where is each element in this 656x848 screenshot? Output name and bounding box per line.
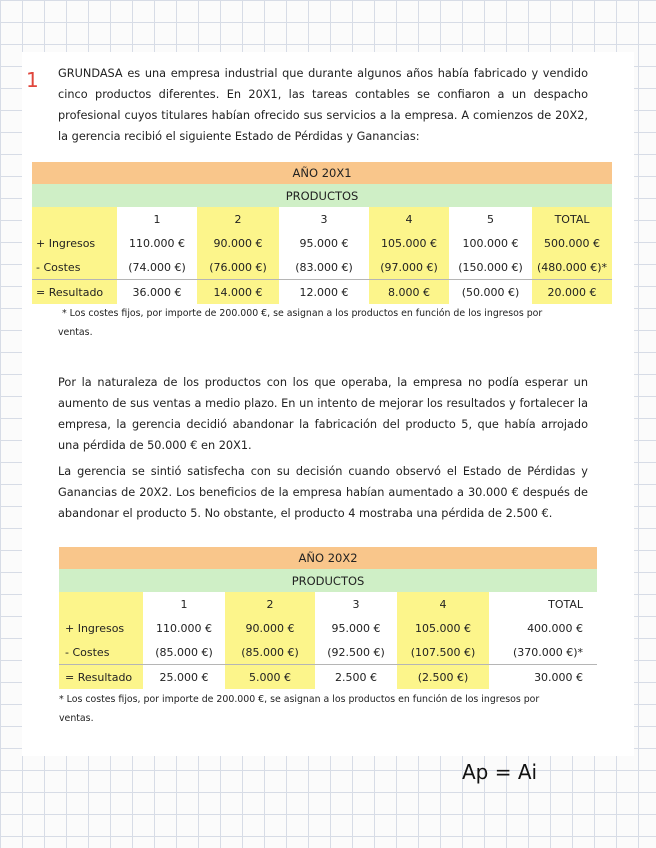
- table2-cell: 5.000 €: [225, 665, 315, 690]
- table2-cell: (85.000 €): [225, 640, 315, 665]
- table1-cell: (83.000 €): [295, 260, 353, 274]
- table1-corner: [32, 207, 117, 231]
- paragraph-decision: Por la naturaleza de los productos con los que operaba, la empresa no podía esperar un aumento de sus ventas a medio plazo. En un intento de mejorar los resultados y fortalecer la empresa, la gerencia decidió abandonar la fabricación del producto 5, que había arrojado una pérdida de 50.000 € en 20X1.: [58, 376, 588, 452]
- income-statement-20x2: [59, 547, 597, 689]
- exercise-number-mark: 1: [26, 68, 39, 92]
- table2-cell: (85.000 €): [155, 645, 213, 659]
- table2-col-3: 3: [352, 597, 360, 611]
- table2-cell: 400.000 €: [527, 621, 584, 635]
- table1-cell: (50.000 €): [449, 280, 532, 305]
- table2-row-label: = Resultado: [59, 665, 143, 690]
- table2-cell: 25.000 €: [143, 665, 225, 690]
- table2-cell: (2.500 €): [397, 665, 489, 690]
- table1-col-3: 3: [320, 212, 328, 226]
- table2-cell: 105.000 €: [397, 616, 489, 640]
- table2-cell: (370.000 €)*: [512, 645, 584, 659]
- table2-cell: (92.500 €): [327, 645, 385, 659]
- table2-products-label: PRODUCTOS: [59, 569, 597, 592]
- table2-cell: (107.500 €): [397, 640, 489, 665]
- table2-row-label: + Ingresos: [59, 616, 143, 640]
- table1-products-label: PRODUCTOS: [32, 184, 612, 207]
- handwritten-note: Ap = Ai: [462, 760, 538, 784]
- table2-col-1: 1: [180, 597, 188, 611]
- table1-cell: (76.000 €): [197, 255, 279, 280]
- table2-footnote-line2: ventas.: [59, 713, 94, 724]
- table1-footnote-line2: ventas.: [58, 327, 93, 338]
- table1-cell: 12.000 €: [279, 280, 369, 305]
- table1-year: AÑO 20X1: [32, 162, 612, 184]
- table1-cell: 105.000 €: [369, 231, 449, 255]
- table2-footnote: [59, 690, 599, 728]
- table1-cell: 500.000 €: [532, 231, 612, 255]
- table2-cell: 110.000 €: [156, 621, 212, 635]
- table1-col-4: 4: [369, 207, 449, 231]
- table1-cell: 14.000 €: [197, 280, 279, 305]
- table2-cell: 90.000 €: [225, 616, 315, 640]
- table2-row-label: - Costes: [59, 640, 143, 665]
- table2-footnote-line1: * Los costes fijos, por importe de 200.000 €, se asignan a los productos en función de los ingresos por: [59, 694, 540, 705]
- table1-col-1: 1: [153, 212, 161, 226]
- table1-cell: 8.000 €: [369, 280, 449, 305]
- table1-cell: 90.000 €: [197, 231, 279, 255]
- table2-year: AÑO 20X2: [59, 547, 597, 569]
- table2-cell: 95.000 €: [331, 621, 381, 635]
- table1-col-5: 5: [487, 212, 494, 226]
- table1-row-label: - Costes: [32, 255, 117, 280]
- table1-cell: (74.000 €): [128, 260, 186, 274]
- table1-cell: 20.000 €: [532, 280, 612, 305]
- table1-row-label: = Resultado: [32, 280, 117, 305]
- table1-cell: (97.000 €): [369, 255, 449, 280]
- table1-footnote-line1: * Los costes fijos, por importe de 200.000 €, se asignan a los productos en función de los ingresos por: [62, 308, 543, 319]
- table1-cell: 95.000 €: [299, 236, 349, 250]
- table2-col-total: TOTAL: [548, 597, 584, 611]
- table2-col-4: 4: [397, 592, 489, 616]
- table2-cell: 2.500 €: [315, 665, 397, 690]
- table2-cell: 30.000 €: [489, 665, 597, 690]
- table1-cell: (150.000 €): [458, 260, 523, 274]
- income-statement-20x1: [32, 162, 612, 304]
- table1-row-label: + Ingresos: [32, 231, 117, 255]
- table1-cell: 100.000 €: [462, 236, 519, 250]
- table1-cell: (480.000 €)*: [532, 255, 612, 280]
- table1-col-2: 2: [197, 207, 279, 231]
- table1-col-total: TOTAL: [532, 207, 612, 231]
- table1-footnote: [58, 304, 598, 342]
- intro-paragraph: GRUNDASA es una empresa industrial que durante algunos años había fabricado y vendido cinco productos diferentes. En 20X1, las tareas contables se confiaron a un despacho profesional cuyos titulares habían ofrecido sus servicios a la empresa. A comienzos de 20X2, la gerencia recibió el siguiente Estado de Pérdidas y Ganancias:: [58, 67, 588, 143]
- table1-cell: 36.000 €: [117, 280, 197, 305]
- table2-col-2: 2: [225, 592, 315, 616]
- paragraph-result: La gerencia se sintió satisfecha con su decisión cuando observó el Estado de Pérdidas y Ganancias de 20X2. Los beneficios de la empresa habían aumentado a 30.000 € después de abandonar el producto 5. No obstante, el producto 4 mostraba una pérdida de 2.500 €.: [58, 465, 588, 520]
- table2-corner: [59, 592, 143, 616]
- table1-cell: 110.000 €: [129, 236, 185, 250]
